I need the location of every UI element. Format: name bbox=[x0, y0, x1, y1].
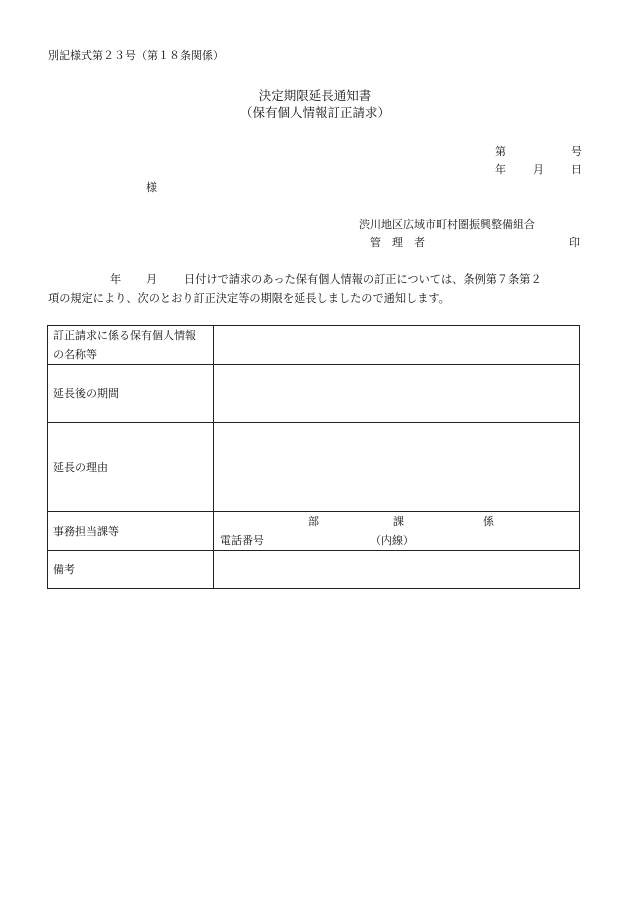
body-line-2: 項の規定により、次のとおり訂正決定等の期限を延長しましたので通知します。 bbox=[48, 292, 450, 305]
date-month: 月 bbox=[533, 163, 544, 176]
row2-label: 延長後の期間 bbox=[48, 365, 214, 423]
document-subtitle: （保有個人情報訂正請求） bbox=[239, 105, 390, 120]
phone-line bbox=[220, 531, 573, 550]
date-year: 年 bbox=[495, 163, 506, 176]
seal-mark: 印 bbox=[569, 236, 580, 249]
date-day: 日 bbox=[571, 163, 582, 176]
information-name-field[interactable] bbox=[214, 326, 580, 365]
body-line-1: 日付けで請求のあった保有個人情報の訂正については、条例第７条第２ bbox=[184, 273, 542, 286]
reference-go: 号 bbox=[571, 145, 582, 158]
reference-dai: 第 bbox=[495, 145, 506, 158]
table-row bbox=[48, 512, 580, 551]
issuer-title: 管 理 者 bbox=[370, 236, 425, 249]
department-ka: 課 bbox=[393, 515, 404, 528]
row4-label: 事務担当課等 bbox=[48, 512, 214, 551]
contact-field[interactable] bbox=[214, 512, 580, 551]
extension-reason-field[interactable] bbox=[214, 423, 580, 512]
extension-label: （内線） bbox=[370, 534, 414, 547]
label-cell bbox=[48, 326, 214, 365]
form-table bbox=[47, 325, 580, 589]
body-year: 年 bbox=[110, 273, 122, 286]
document-title: 決定期限延長通知書 bbox=[258, 88, 372, 103]
table-row bbox=[48, 423, 580, 512]
issuer-organization: 渋川地区広域市町村圏振興整備組合 bbox=[359, 218, 535, 231]
row1-label-b: の名称等 bbox=[53, 348, 97, 361]
row1-label-a: 訂正請求に係る保有個人情報 bbox=[53, 329, 196, 342]
remarks-field[interactable] bbox=[214, 551, 580, 589]
row3-label: 延長の理由 bbox=[48, 423, 214, 512]
addressee-suffix: 様 bbox=[146, 181, 157, 194]
body-month: 月 bbox=[146, 273, 158, 286]
table-row bbox=[48, 551, 580, 589]
table-row bbox=[48, 365, 580, 423]
form-number: 別記様式第２３号（第１８条関係） bbox=[48, 49, 224, 62]
department-line bbox=[220, 512, 573, 531]
department-bu: 部 bbox=[308, 515, 319, 528]
row5-label: 備考 bbox=[48, 551, 214, 589]
extended-period-field[interactable] bbox=[214, 365, 580, 423]
table-row bbox=[48, 326, 580, 365]
department-kakari: 係 bbox=[483, 515, 494, 528]
phone-label: 電話番号 bbox=[220, 534, 264, 547]
